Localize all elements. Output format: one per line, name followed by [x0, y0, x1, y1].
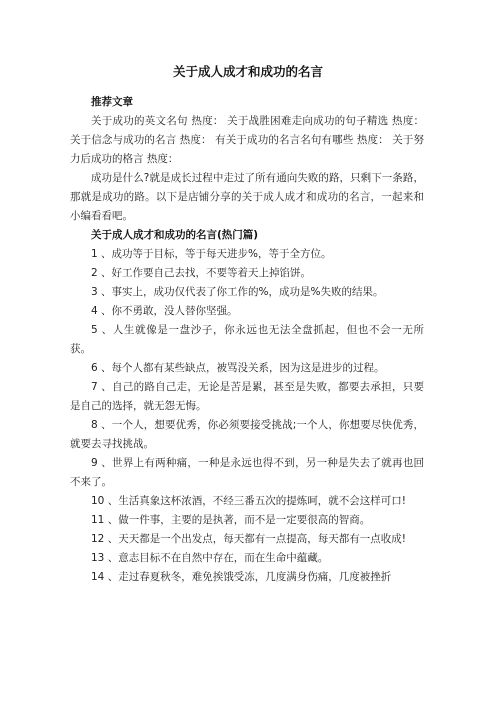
recommended-heading: 推荐文章: [91, 96, 133, 108]
document-body: [70, 93, 424, 587]
quote-item: 9 、世界上有两种痛，一种是永远也得不到，另一种是失去了就再也回不来了。: [70, 457, 424, 488]
quote-item: 4 、你不勇敢，没人替你坚强。: [91, 305, 238, 317]
quote-item: 1 、成功等于目标，等于每天进步%，等于全方位。: [91, 248, 332, 260]
section-heading: 关于成人成才和成功的名言(热门篇): [91, 229, 259, 241]
recommended-links: 关于成功的英文名句 热度： 关于战胜困难走向成功的句子精选 热度： 关于信念与成功的名言 热度： 有关于成功的名言名句有哪些 热度： 关于努力后成功的格言 热度：: [70, 115, 424, 165]
quote-item: 12 、天天都是一个出发点，每天都有一点提高，每天都有一点收成!: [91, 533, 406, 545]
quote-item: 13 、意志目标不在自然中存在，而在生命中蕴藏。: [91, 552, 329, 564]
intro-paragraph: 成功是什么?就是成长过程中走过了所有通向失败的路，只剩下一条路，那就是成功的路。以下是店铺分享的关于成人成才和成功的名言，一起来和小编看看吧。: [70, 172, 424, 222]
quote-item: 2 、好工作要自己去找，不要等着天上掉馅饼。: [91, 267, 312, 279]
quote-item: 11 、做一件事，主要的是执著，而不是一定要很高的智商。: [91, 514, 371, 526]
quote-item: 6 、每个人都有某些缺点，被骂没关系，因为这是进步的过程。: [91, 362, 385, 374]
quote-item: 10 、生活真象这杯浓酒，不经三番五次的提炼呵，就不会这样可口!: [91, 495, 406, 507]
quote-item: 5 、人生就像是一盘沙子，你永远也无法全盘抓起，但也不会一无所获。: [70, 324, 424, 355]
quote-item: 14 、走过春夏秋冬，难免挨饿受冻，几度满身伤痛，几度被挫折: [91, 571, 392, 583]
quote-item: 8 、一个人，想要优秀，你必须要接受挑战;一个人，你想要尽快优秀，就要去寻找挑战。: [70, 419, 424, 450]
quote-item: 3 、事实上，成功仅代表了你工作的%，成功是%失败的结果。: [91, 286, 384, 298]
quote-item: 7 、自己的路自己走，无论是苦是累，甚至是失败，都要去承担，只要是自己的选择，就无怨无悔。: [70, 381, 424, 412]
document-title: 关于成人成才和成功的名言: [172, 64, 323, 79]
